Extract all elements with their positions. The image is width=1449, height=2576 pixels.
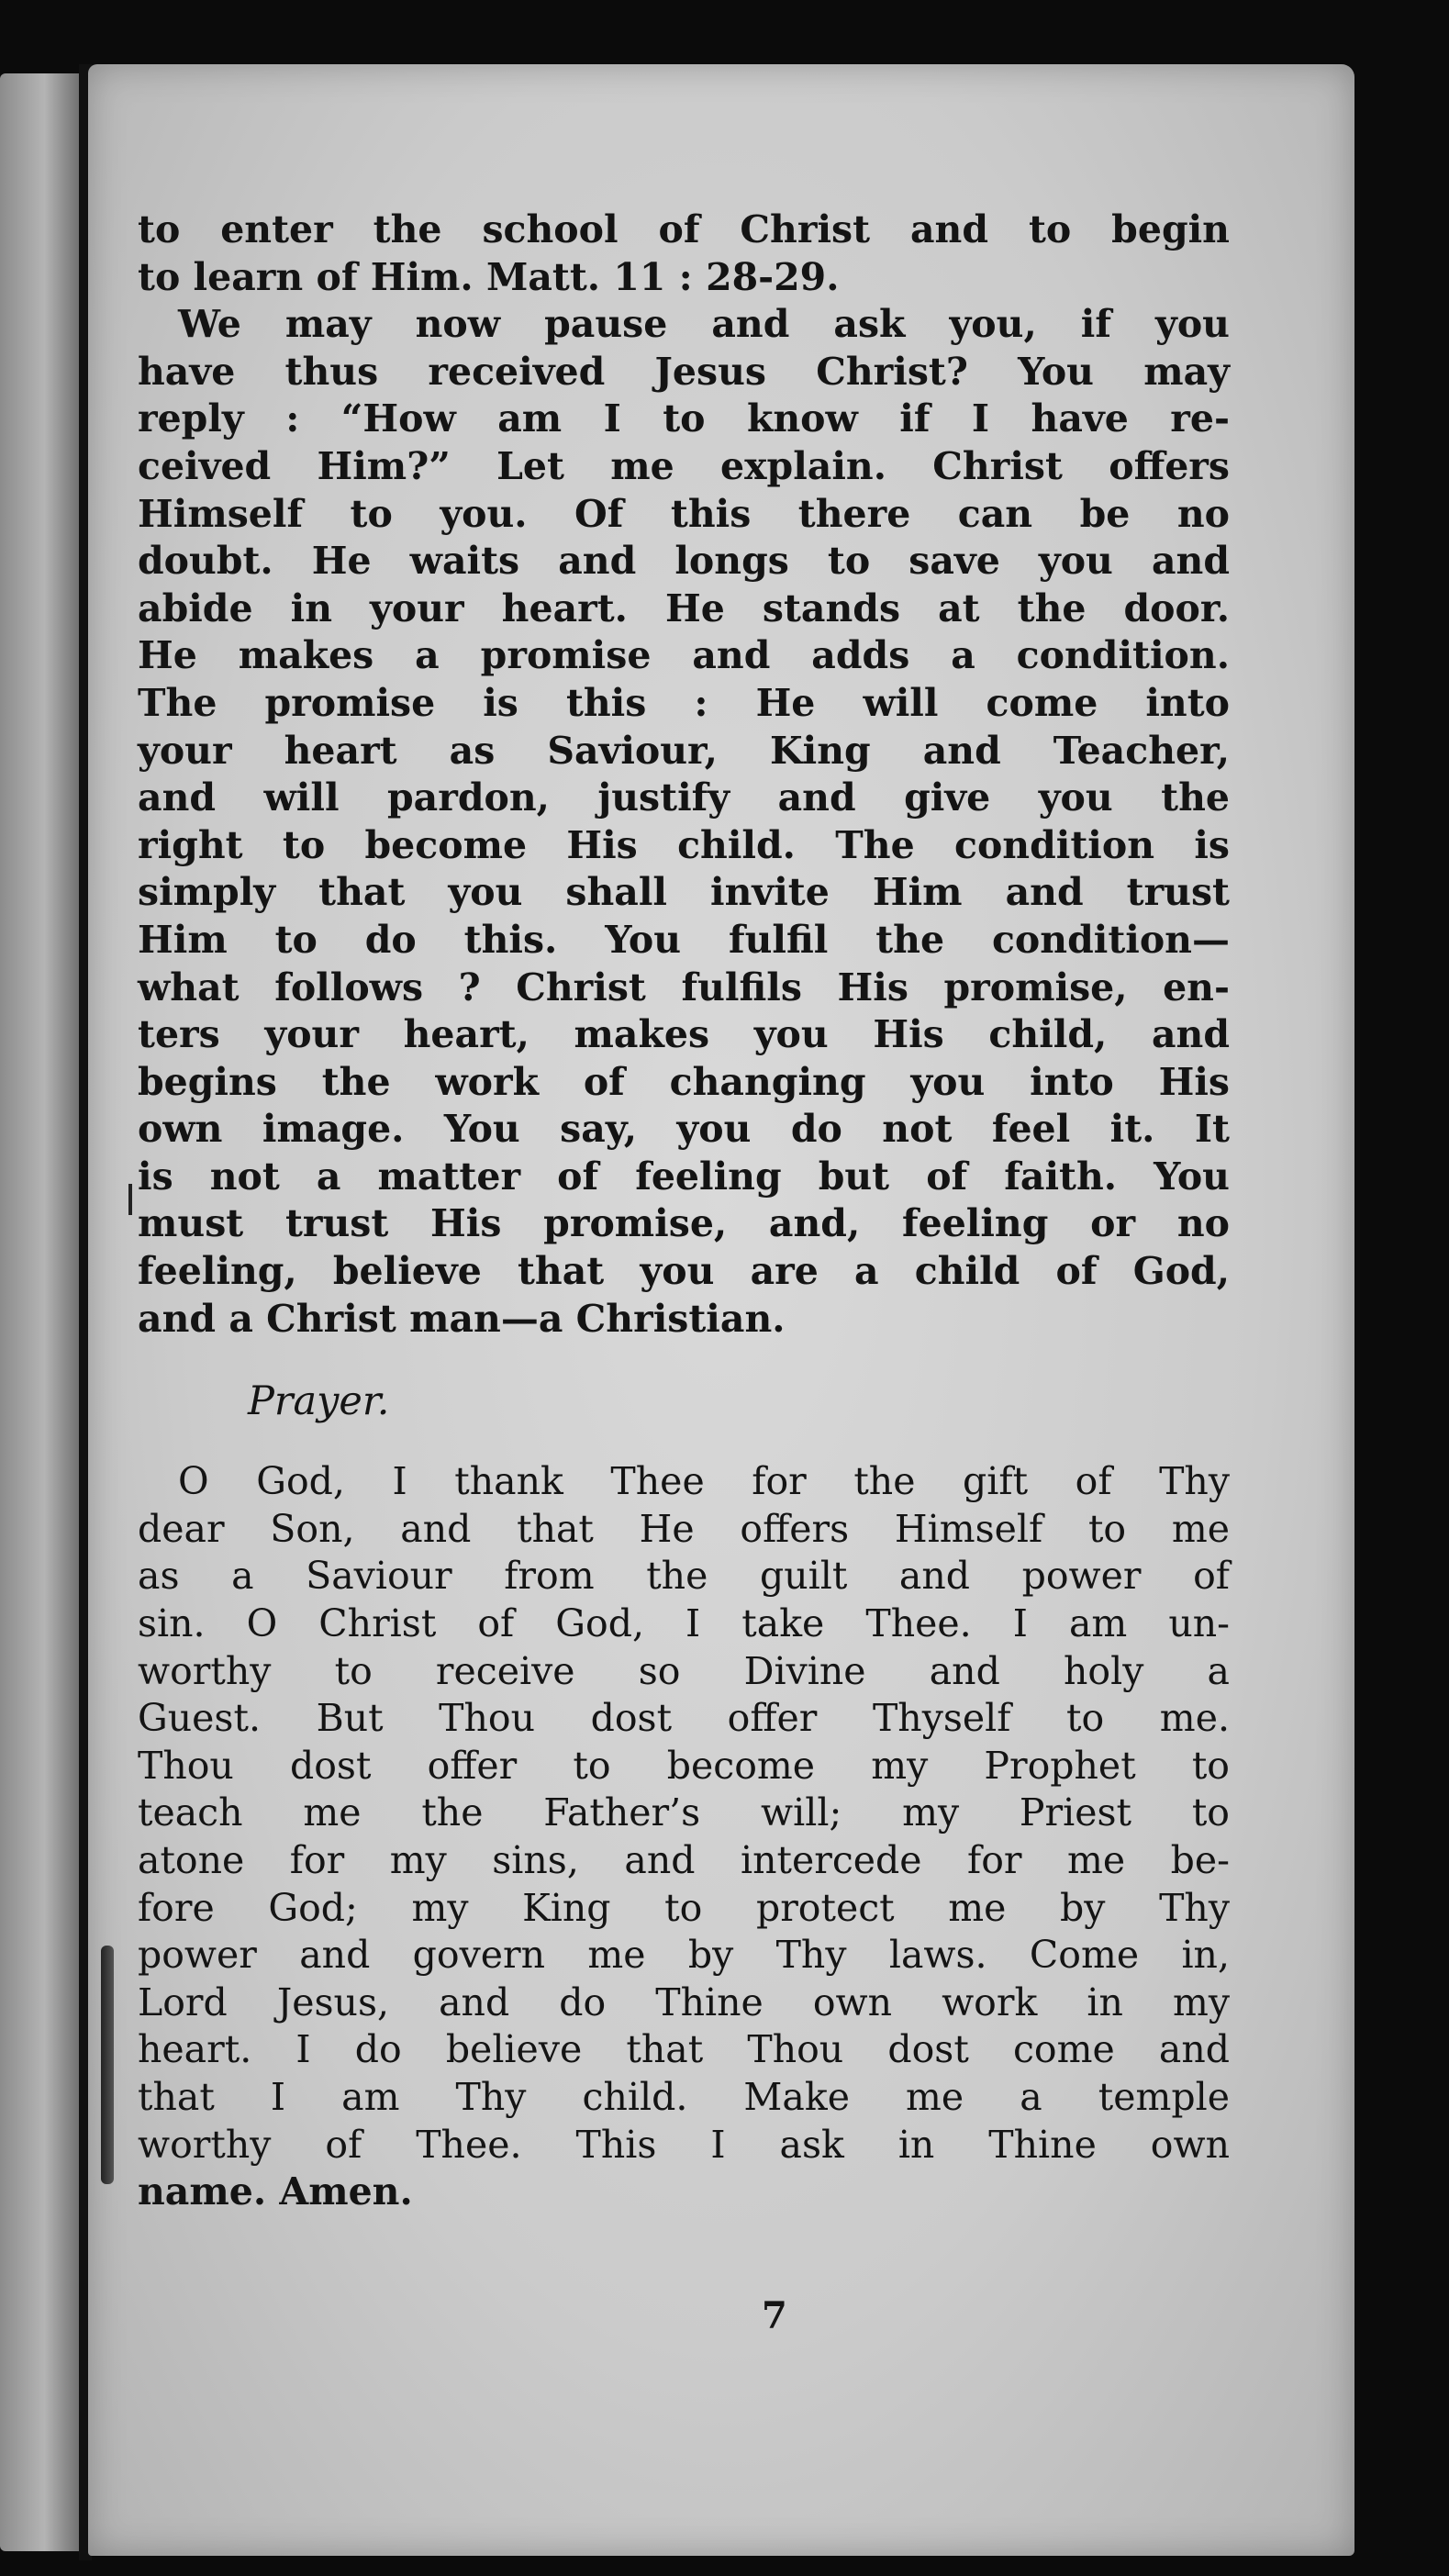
text-line: your heart as Saviour, King and Teacher,: [138, 728, 1230, 773]
text-line: feeling, believe that you are a child of God,: [138, 1249, 1230, 1294]
text-line: worthy of Thee. This I ask in Thine own: [138, 2122, 1230, 2167]
text-line: dear Son, and that He offers Himself to me: [138, 1506, 1230, 1551]
text-line: to learn of Him. Matt. 11 : 28-29.: [138, 254, 840, 299]
text-line: that I am Thy child. Make me a temple: [138, 2074, 1230, 2119]
text-line: Lord Jesus, and do Thine own work in my: [138, 1979, 1230, 2024]
text-line: what follows ? Christ fulfils His promise, en-: [138, 965, 1230, 1009]
text-line: as a Saviour from the guilt and power of: [138, 1554, 1230, 1599]
text-line: We may now pause and ask you, if you: [178, 302, 1230, 347]
text-line: ceived Him?” Let me explain. Christ offers: [138, 443, 1230, 488]
text-line: doubt. He waits and longs to save you and: [138, 539, 1230, 584]
text-line: O God, I thank Thee for the gift of Thy: [178, 1459, 1230, 1504]
text-line: is not a matter of feeling but of faith. You: [138, 1154, 1230, 1199]
text-line: ters your heart, makes you His child, and: [138, 1012, 1230, 1057]
binding-mark: [101, 1946, 114, 2184]
text-line: atone for my sins, and intercede for me be-: [138, 1838, 1230, 1882]
text-line: Himself to you. Of this there can be no: [138, 491, 1230, 536]
paragraph-continuation: [138, 206, 1230, 301]
text-line: reply : “How am I to know if I have re-: [138, 396, 1230, 441]
text-line: name. Amen.: [138, 2169, 413, 2214]
text-line: and will pardon, justify and give you the: [138, 775, 1230, 820]
text-line: fore God; my King to protect me by Thy: [138, 1885, 1230, 1930]
text-line: He makes a promise and adds a condition.: [138, 633, 1230, 678]
text-line: right to become His child. The condition is: [138, 822, 1230, 867]
text-line: Him to do this. You fulfil the condition—: [138, 917, 1230, 962]
prayer-paragraph: [138, 1458, 1230, 2216]
facing-page-edge: [0, 73, 81, 2551]
text-line: simply that you shall invite Him and trust: [138, 870, 1230, 915]
text-line: abide in your heart. He stands at the door.: [138, 585, 1230, 630]
text-line: power and govern me by Thy laws. Come in,: [138, 1933, 1230, 1978]
text-line: sin. O Christ of God, I take Thee. I am un-: [138, 1601, 1230, 1646]
text-line: have thus received Jesus Christ? You may: [138, 349, 1230, 394]
text-line: begins the work of changing you into His: [138, 1059, 1230, 1104]
text-line: and a Christ man—a Christian.: [138, 1296, 786, 1341]
text-line: own image. You say, you do not feel it. It: [138, 1107, 1230, 1152]
text-line: to enter the school of Christ and to begin: [138, 207, 1230, 251]
ink-mark: [128, 1184, 132, 1215]
text-line: worthy to receive so Divine and holy a: [138, 1648, 1230, 1693]
text-line: must trust His promise, and, feeling or no: [138, 1201, 1230, 1246]
paragraph-explanation: [138, 301, 1230, 1343]
page-text: [138, 206, 1230, 2216]
text-line: heart. I do believe that Thou dost come and: [138, 2027, 1230, 2072]
text-line: Thou dost offer to become my Prophet to: [138, 1743, 1230, 1788]
text-line: Guest. But Thou dost offer Thyself to me.: [138, 1696, 1230, 1741]
page-number: 7: [762, 2294, 787, 2337]
text-line: teach me the Father’s will; my Priest to: [138, 1790, 1230, 1835]
prayer-heading: Prayer.: [248, 1378, 390, 1425]
text-line: The promise is this : He will come into: [138, 680, 1230, 725]
